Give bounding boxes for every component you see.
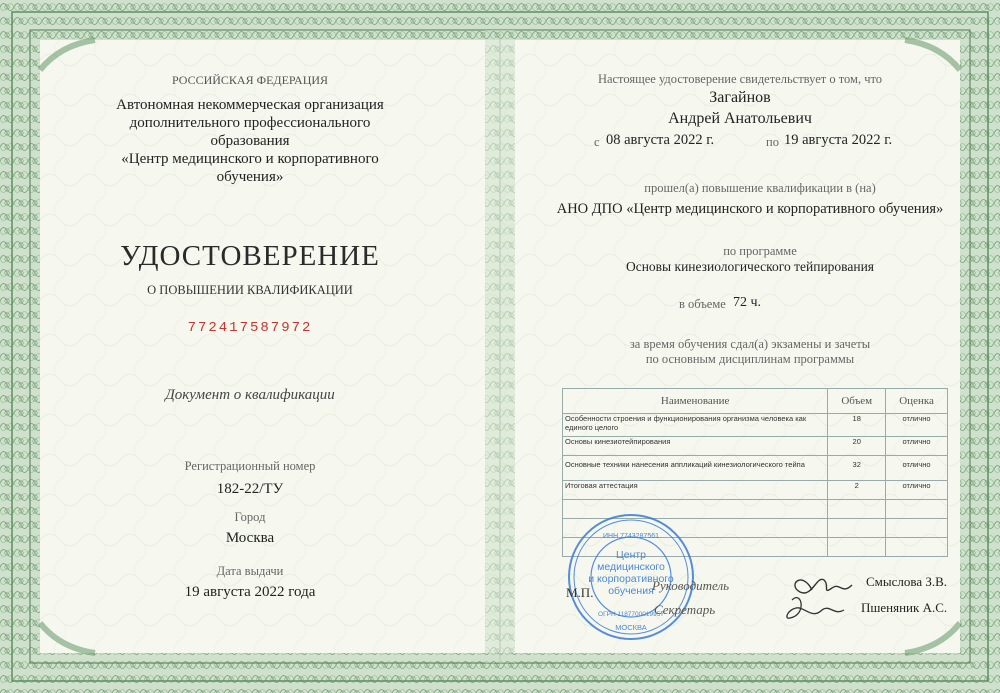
org-line-2: дополнительного профессионального [129,115,371,131]
volume-value: 72 ч. [733,295,762,310]
table-row [563,456,948,481]
table-row [563,481,948,500]
serial-number: 772417587972 [187,320,313,336]
stamp-line-4: обучения [608,585,654,597]
city-label: Город [234,510,266,524]
col-hours-header: Объем [828,389,886,414]
stamp-city: МОСКВА [615,623,647,632]
issue-date-label: Дата выдачи [216,564,284,578]
stamp-line-2: медицинского [597,561,665,573]
org-line-3: образования [210,133,290,149]
volume-label: в объеме [679,297,726,311]
stamp-ogrn: ОГРН 1187700019957 [598,611,664,618]
secretary-name: Пшеняник А.С. [861,600,948,615]
passed-text: прошел(а) повышение квалификации в (на) [644,181,876,195]
stamp-line-3: и корпоративного [588,573,674,585]
document-type: Документ о квалификации [165,387,335,403]
holder-name: Андрей Анатольевич [668,110,812,127]
reg-number-label: Регистрационный номер [184,459,316,473]
to-date: 19 августа 2022 г. [784,132,893,148]
table-row [563,414,948,437]
org-line-5: обучения» [216,169,284,185]
row-name: Особенности строения и функционирования организма человека как единого целого [563,414,828,437]
row-grade: отлично [886,456,948,481]
table-header-row [563,389,948,414]
col-grade-header: Оценка [886,389,948,414]
reg-number-value: 182-22/ТУ [216,481,284,497]
exams-line-1: за время обучения сдал(а) экзамены и зачеты [629,337,871,351]
org-line-4: «Центр медицинского и корпоративного [121,151,379,167]
row-grade: отлично [886,481,948,500]
holder-surname: Загайнов [709,89,771,106]
org-line-1: Автономная некоммерческая организация [116,97,384,113]
from-label: с [594,135,600,149]
row-name: Итоговая аттестация [563,481,828,500]
row-hours: 20 [828,437,886,456]
country-label: РОССИЙСКАЯ ФЕДЕРАЦИЯ [171,73,329,87]
signature-icon [782,560,862,630]
intro-text: Настоящее удостоверение свидетельствует о том, что [597,72,883,86]
seal-placeholder-label: М.П. [566,585,594,600]
col-name-header: Наименование [563,389,828,414]
stamp-inn: ИНН 7743287561 [602,533,660,540]
to-label: по [766,135,779,149]
document-subtitle: О ПОВЫШЕНИИ КВАЛИФИКАЦИИ [147,283,353,297]
exams-line-2: по основным дисциплинам программы [645,352,855,366]
row-hours: 2 [828,481,886,500]
row-name: Основы кинезиотейпирования [563,437,828,456]
program-name: Основы кинезиологического тейпирования [625,259,875,274]
table-row [563,437,948,456]
head-label: Руководитель [652,578,730,593]
row-hours: 32 [828,456,886,481]
row-name: Основные техники нанесения аппликаций кинезиологического тейпа [563,456,828,481]
row-hours: 18 [828,414,886,437]
city-value: Москва [225,530,275,546]
program-label: по программе [723,244,797,258]
row-grade: отлично [886,437,948,456]
stamp-line-1: Центр [615,549,647,561]
issue-date-value: 19 августа 2022 года [184,584,316,600]
training-organization: АНО ДПО «Центр медицинского и корпоративного обучения» [556,201,944,217]
secretary-label: Секретарь [654,602,716,617]
official-stamp [566,512,696,642]
row-grade: отлично [886,414,948,437]
head-name: Смыслова З.В. [866,574,948,589]
from-date: 08 августа 2022 г. [606,132,715,148]
document-title: УДОСТОВЕРЕНИЕ [120,240,380,272]
